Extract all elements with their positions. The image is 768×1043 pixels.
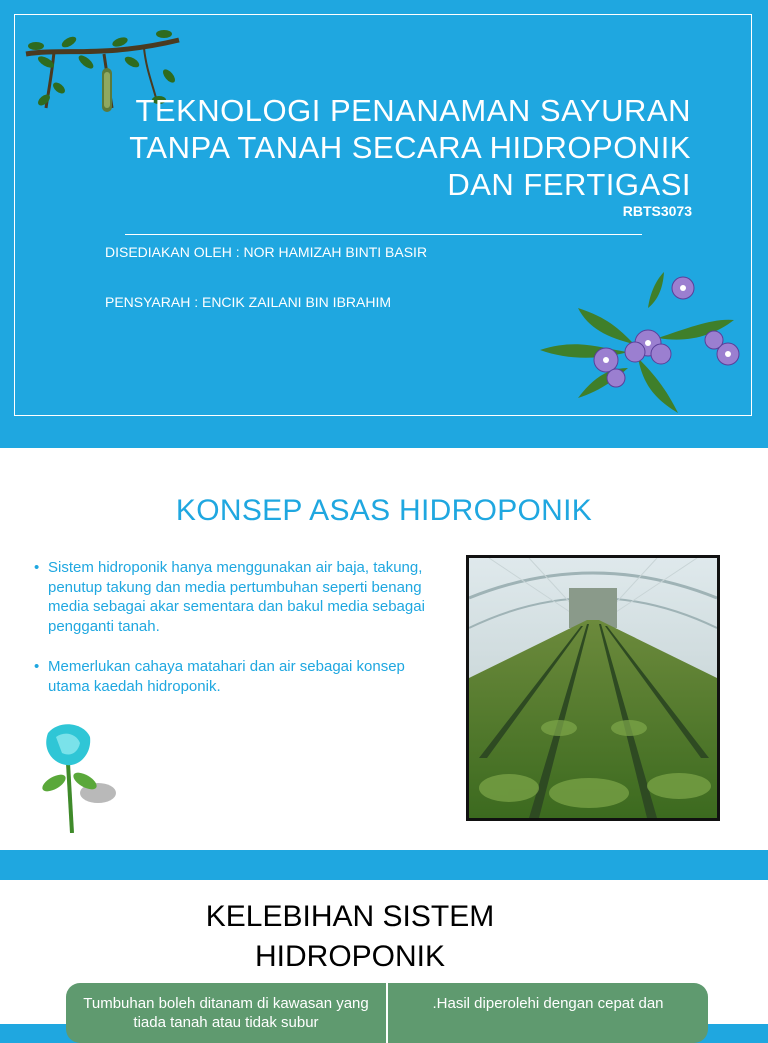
greenhouse-photo bbox=[466, 555, 720, 821]
slide-heading bbox=[0, 897, 700, 977]
table-cell: .Hasil diperolehi dengan cepat dan bbox=[432, 995, 664, 1012]
slide-heading: KONSEP ASAS HIDROPONIK bbox=[175, 494, 593, 527]
heading-line: HIDROPONIK bbox=[254, 940, 446, 973]
bullet-marker: • bbox=[34, 658, 40, 675]
presentation-title bbox=[91, 92, 691, 203]
bullet-text: Sistem hidroponik hanya menggunakan air baja, takung, penutup takung dan media pertumbuhan seperti benang media sebagai akar sementara dan bakul media sebagai pengganti tanah. bbox=[48, 559, 425, 635]
bullet-text: Memerlukan cahaya matahari dan air sebagai konsep utama kaedah hidroponik. bbox=[48, 658, 405, 695]
greenhouse-image bbox=[469, 558, 717, 818]
lecturer-text: PENSYARAH : ENCIK ZAILANI BIN IBRAHIM bbox=[105, 294, 392, 310]
heading-line: KELEBIHAN SISTEM bbox=[205, 900, 495, 933]
concept-slide bbox=[0, 448, 768, 850]
advantages-slide bbox=[0, 880, 768, 1031]
title-line: TANPA TANAH SECARA HIDROPONIK bbox=[129, 130, 691, 165]
list-item bbox=[34, 558, 444, 636]
bullet-marker: • bbox=[34, 559, 40, 576]
title-line: TEKNOLOGI PENANAMAN SAYURAN bbox=[135, 93, 691, 128]
title-divider bbox=[125, 234, 642, 235]
bullet-list bbox=[34, 558, 444, 717]
course-code: RBTS3073 bbox=[622, 203, 692, 219]
blue-rose-decoration bbox=[30, 723, 136, 833]
prepared-by-text: DISEDIAKAN OLEH : NOR HAMIZAH BINTI BASIR bbox=[105, 244, 428, 260]
title-slide bbox=[0, 0, 768, 430]
title-line: DAN FERTIGASI bbox=[447, 167, 691, 202]
table-cell: Tumbuhan boleh ditanam di kawasan yang tiada tanah atau tidak subur bbox=[83, 995, 369, 1031]
advantages-table bbox=[66, 983, 708, 1043]
list-item bbox=[34, 657, 444, 696]
purple-flowers-decoration bbox=[538, 268, 742, 414]
